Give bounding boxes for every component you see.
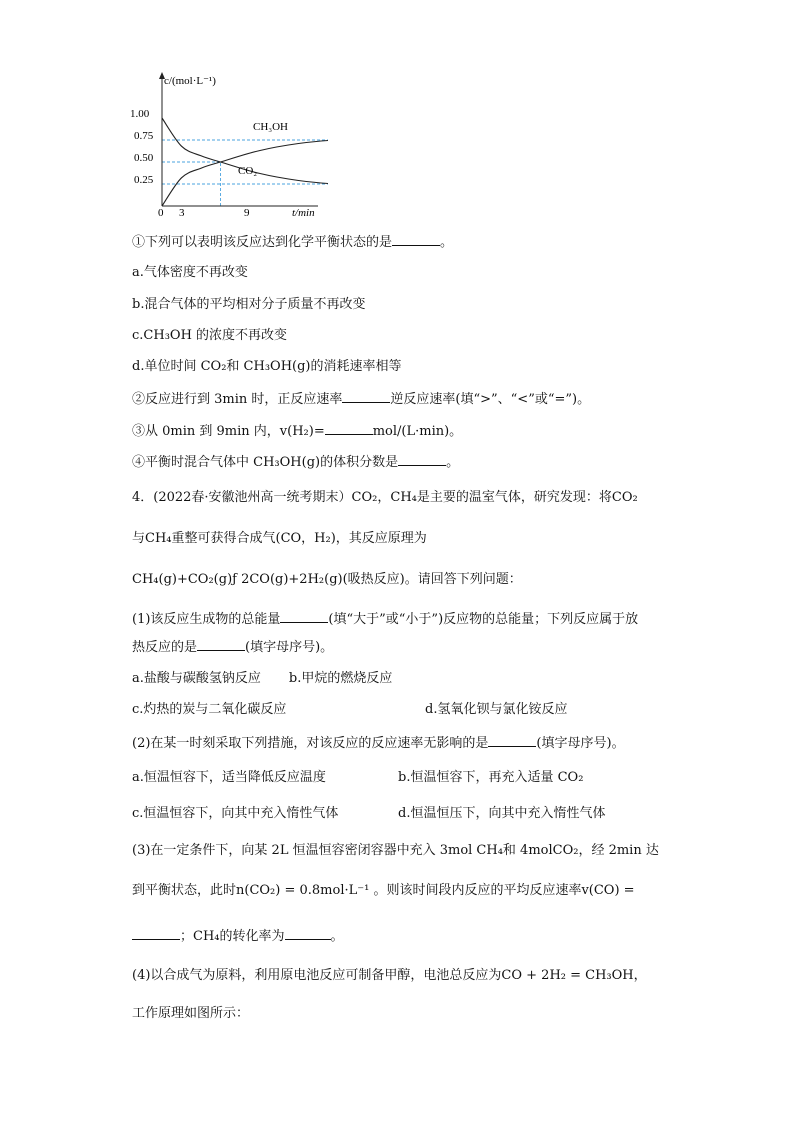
answer-blank	[325, 421, 373, 435]
q3: ③从 0min 到 9min 内，v(H₂)= mol/(L·min)。	[132, 421, 462, 441]
answer-blank	[398, 452, 446, 466]
series-label-co2: CO₂	[238, 165, 258, 177]
p4-s2-option-d: d.恒温恒压下，向其中充入惰性气体	[398, 806, 606, 821]
p4-line2: 与CH₄重整可获得合成气(CO，H₂)，其反应原理为	[132, 531, 427, 546]
answer-blank	[342, 389, 390, 403]
p4-s1-option-c: c.灼热的炭与二氧化碳反应	[132, 702, 287, 717]
answer-blank	[392, 232, 440, 246]
xtick-label: 9	[244, 207, 250, 219]
p4-equation: CH₄(g)+CO₂(g)ƒ 2CO(g)+2H₂(g)(吸热反应)。请回答下列问题：	[132, 572, 522, 587]
q1-option-b: b.混合气体的平均相对分子质量不再改变	[132, 297, 366, 312]
p4-s2-option-b: b.恒温恒容下，再充入适量 CO₂	[398, 770, 584, 785]
answer-blank	[197, 637, 245, 651]
p4-s1-option-d: d.氢氧化钡与氯化铵反应	[425, 702, 568, 717]
p4-s3-line3: ；CH₄的转化率为 。	[132, 926, 344, 946]
p4-s3-line2: 到平衡状态，此时n(CO₂) = 0.8mol·L⁻¹ 。则该时间段内反应的平均反应速率v(CO) =	[132, 883, 635, 898]
q2: ②反应进行到 3min 时，正反应速率 逆反应速率(填“>”、“<”或“=”)。	[132, 389, 590, 409]
p4-s2: (2)在某一时刻采取下列措施，对该反应的反应速率无影响的是 (填字母序号)。	[132, 733, 625, 753]
q1-option-a: a.气体密度不再改变	[132, 265, 248, 280]
ytick-label: 0.75	[134, 130, 154, 142]
x-axis-label: t/min	[292, 207, 315, 219]
p4-s1-options-ab: a.盐酸与碳酸氢钠反应 b.甲烷的燃烧反应	[132, 671, 393, 686]
q4: ④平衡时混合气体中 CH₃OH(g)的体积分数是 。	[132, 452, 459, 472]
series-label-ch3oh: CH₃OH	[253, 121, 289, 133]
p4-s4-line1: (4)以合成气为原料，利用原电池反应可制备甲醇，电池总反应为CO + 2H₂ = CH₃OH，	[132, 968, 647, 983]
xtick-label: 0	[158, 207, 164, 219]
ytick-label: 1.00	[130, 108, 150, 120]
p4-s3-line1: (3)在一定条件下，向某 2L 恒温恒容密闭容器中充入 3mol CH₄和 4molCO₂，经 2min 达	[132, 843, 659, 858]
q1-option-d: d.单位时间 CO₂和 CH₃OH(g)的消耗速率相等	[132, 359, 402, 374]
p4-s2-option-a: a.恒温恒容下，适当降低反应温度	[132, 770, 326, 785]
ytick-label: 0.50	[134, 152, 154, 164]
p4-s1-line1: (1)该反应生成物的总能量 (填“大于”或“小于”)反应物的总能量；下列反应属于放	[132, 609, 638, 629]
answer-blank	[488, 733, 536, 747]
answer-blank	[132, 926, 180, 940]
answer-blank	[280, 609, 328, 623]
p4-line1: 4．(2022春·安徽池州高一统考期末）CO₂，CH₄是主要的温室气体，研究发现：将CO₂	[132, 490, 638, 505]
concentration-time-chart	[128, 70, 328, 220]
chart-axes	[159, 72, 318, 206]
y-axis-label: c/(mol·L⁻¹)	[164, 75, 216, 87]
p4-s2-option-c: c.恒温恒容下，向其中充入惰性气体	[132, 806, 339, 821]
chart-series	[162, 118, 328, 206]
xtick-label: 3	[179, 207, 185, 219]
p4-s1-line2: 热反应的是 (填字母序号)。	[132, 637, 333, 657]
p4-s4-line2: 工作原理如图所示：	[132, 1006, 250, 1021]
q1-stem: ①下列可以表明该反应达到化学平衡状态的是 。	[132, 232, 453, 252]
q1-option-c: c.CH₃OH 的浓度不再改变	[132, 328, 288, 343]
answer-blank	[285, 926, 331, 940]
ytick-label: 0.25	[134, 174, 154, 186]
